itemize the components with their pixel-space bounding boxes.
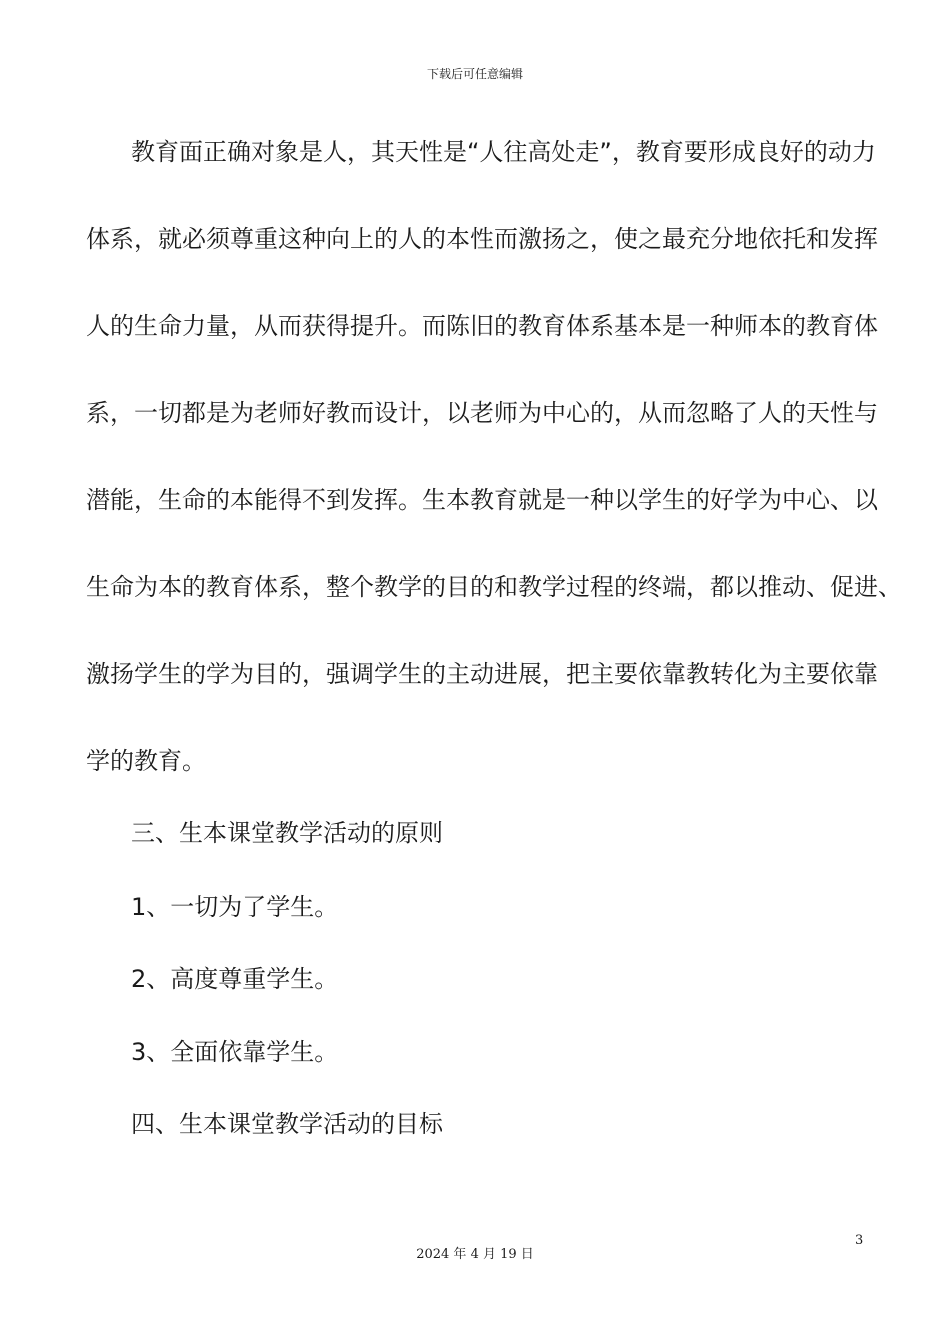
page-number: 3 bbox=[855, 1233, 864, 1248]
paragraph-line: 教育面正确对象是人，其天性是“人往高处走”，教育要形成良好的动力 bbox=[131, 138, 876, 166]
paragraph-line: 潜能，生命的本能得不到发挥。生本教育就是一种以学生的好学为中心、以 bbox=[86, 486, 878, 514]
section-heading-principles: 三、生本课堂教学活动的原则 bbox=[131, 819, 443, 847]
principle-item: 3、全面依靠学生。 bbox=[131, 1038, 339, 1066]
principle-item: 1、一切为了学生。 bbox=[131, 893, 339, 921]
paragraph-line: 人的生命力量，从而获得提升。而陈旧的教育体系基本是一种师本的教育体 bbox=[86, 312, 878, 340]
page-header: 下载后可任意编辑 bbox=[426, 67, 523, 81]
section-heading-goals: 四、生本课堂教学活动的目标 bbox=[131, 1110, 443, 1138]
paragraph-line: 体系，就必须尊重这种向上的人的本性而激扬之，使之最充分地依托和发挥 bbox=[86, 225, 878, 253]
paragraph-line: 学的教育。 bbox=[86, 747, 206, 775]
paragraph-line: 系，一切都是为老师好教而设计，以老师为中心的，从而忽略了人的天性与 bbox=[86, 399, 878, 427]
paragraph-line: 生命为本的教育体系，整个教学的目的和教学过程的终端，都以推动、促进、 bbox=[86, 573, 902, 601]
footer-date: 2024 年 4 月 19 日 bbox=[416, 1247, 534, 1262]
body-paragraph bbox=[86, 109, 902, 805]
paragraph-line: 激扬学生的学为目的，强调学生的主动进展，把主要依靠教转化为主要依靠 bbox=[86, 660, 878, 688]
principle-item: 2、高度尊重学生。 bbox=[131, 965, 339, 993]
